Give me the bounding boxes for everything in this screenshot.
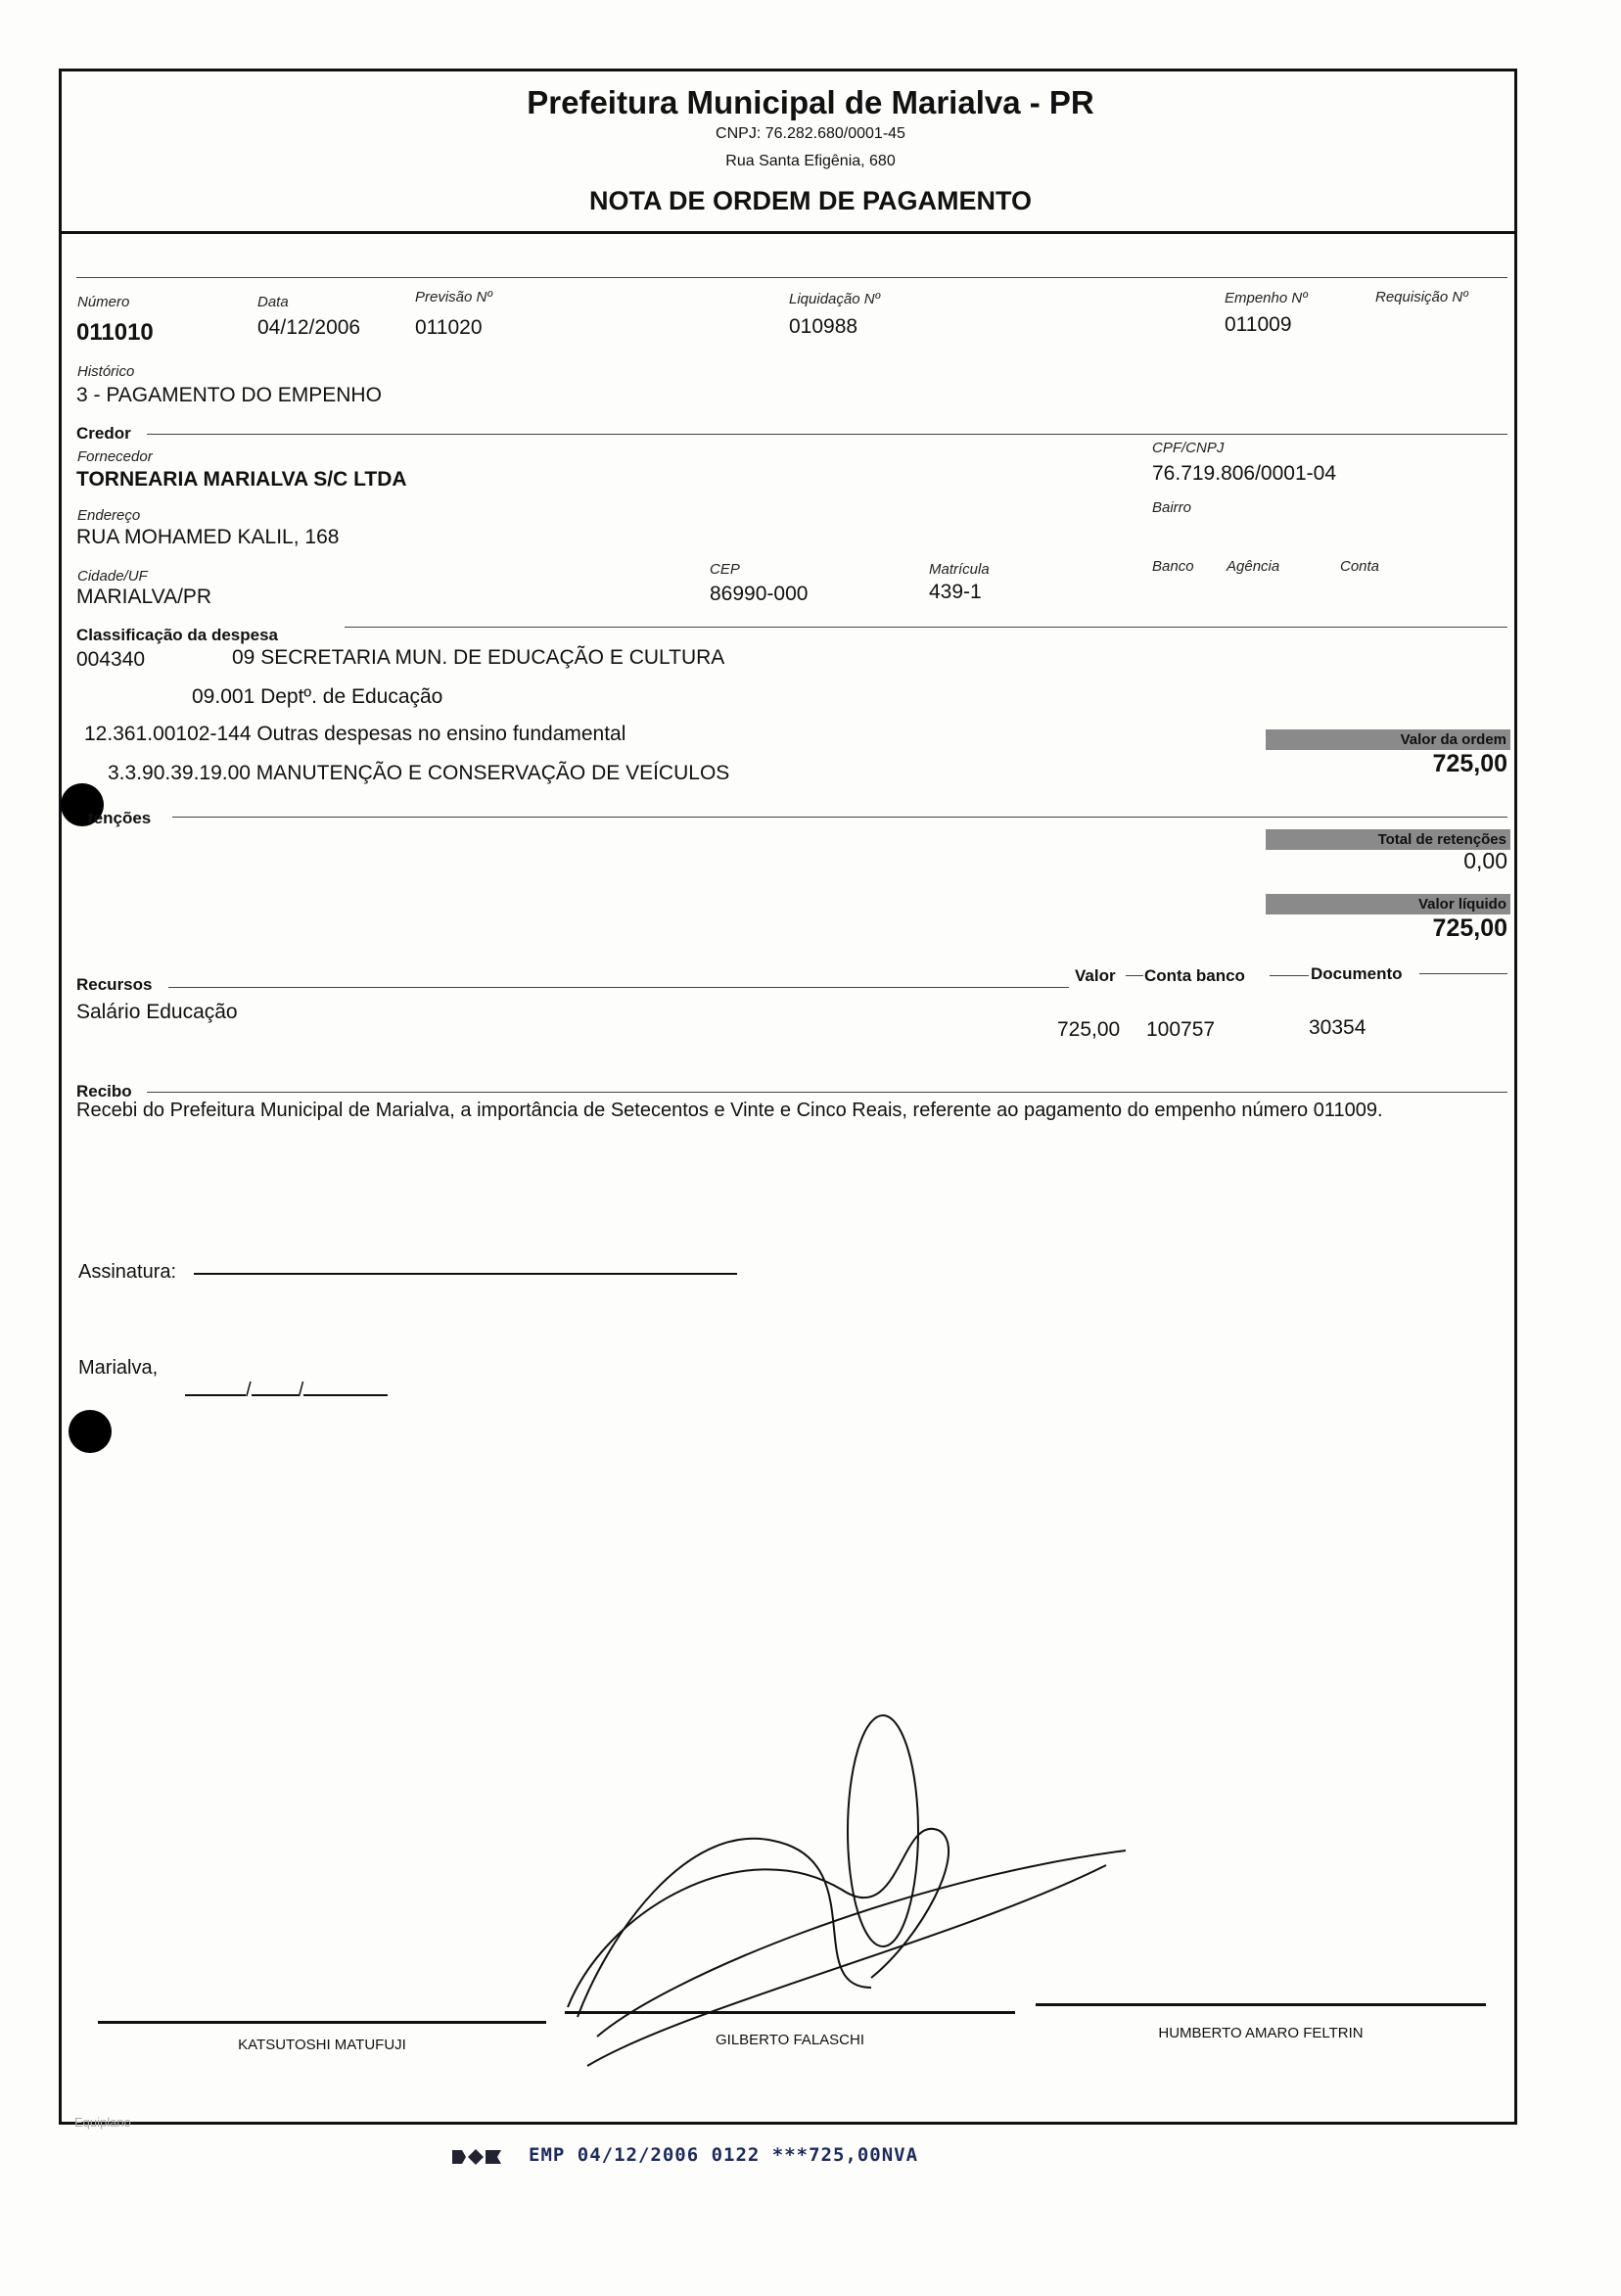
- classificacao-unidade: 09.001 Deptº. de Educação: [192, 685, 443, 708]
- payment-stamp: EMP 04/12/2006 0122 ***725,00NVA: [529, 2144, 919, 2166]
- matricula-label: Matrícula: [929, 561, 990, 578]
- recursos-documento: 30354: [1309, 1016, 1366, 1039]
- total-retencoes-value: 0,00: [1463, 848, 1507, 873]
- liquidacao-label: Liquidação Nº: [789, 291, 881, 307]
- org-cnpj: CNPJ: 76.282.680/0001-45: [716, 125, 905, 142]
- recursos-rule: [168, 987, 1069, 988]
- cep-value: 86990-000: [710, 583, 809, 605]
- cep-label: CEP: [710, 561, 740, 578]
- total-retencoes-label: Total de retenções: [1266, 829, 1510, 850]
- valor-ordem-value: 725,00: [1432, 750, 1507, 777]
- retencoes-section: tenções: [88, 809, 152, 827]
- previsao-value: 011020: [415, 316, 483, 339]
- local-label: Marialva,: [78, 1357, 159, 1379]
- classificacao-orgao: 09 SECRETARIA MUN. DE EDUCAÇÃO E CULTURA: [232, 646, 725, 669]
- recursos-conta-header: Conta banco: [1144, 966, 1245, 985]
- recursos-documento-header: Documento: [1311, 964, 1403, 983]
- footer-brand: Equiplano: [74, 2115, 131, 2130]
- cidade-value: MARIALVA/PR: [76, 586, 212, 608]
- recursos-header-rule-2: [1270, 975, 1309, 976]
- data-value: 04/12/2006: [257, 316, 361, 339]
- signature-line-2: [565, 2011, 1015, 2014]
- id-row-rule: [76, 277, 1507, 278]
- assinatura-line: [194, 1273, 737, 1275]
- liquidacao-value: 010988: [789, 315, 858, 338]
- signature-line-1: [98, 2021, 546, 2024]
- endereco-value: RUA MOHAMED KALIL, 168: [76, 526, 340, 548]
- endereco-label: Endereço: [77, 507, 141, 524]
- historico-value: 3 - PAGAMENTO DO EMPENHO: [76, 384, 382, 406]
- banco-label: Banco: [1152, 558, 1194, 575]
- numero-label: Número: [77, 294, 130, 310]
- recibo-section: Recibo: [76, 1082, 132, 1101]
- signatory-3: HUMBERTO AMARO FELTRIN: [1158, 2025, 1364, 2041]
- header-divider: [59, 231, 1517, 234]
- recursos-section: Recursos: [76, 975, 153, 994]
- numero-value: 011010: [76, 319, 154, 346]
- matricula-value: 439-1: [929, 581, 982, 603]
- credor-section: Credor: [76, 424, 131, 443]
- cpf-label: CPF/CNPJ: [1152, 440, 1225, 456]
- bairro-label: Bairro: [1152, 499, 1192, 516]
- recursos-header-rule-3: [1419, 973, 1507, 974]
- valor-liquido-label: Valor líquido: [1266, 894, 1510, 914]
- classificacao-funcional: 12.361.00102-144 Outras despesas no ensino fundamental: [84, 723, 626, 745]
- credor-rule: [147, 434, 1507, 435]
- recursos-valor: 725,00: [1057, 1018, 1121, 1041]
- recibo-rule: [147, 1092, 1507, 1093]
- data-label: Data: [257, 294, 289, 310]
- classificacao-rule: [345, 627, 1507, 628]
- recibo-text: Recebi do Prefeitura Municipal de Marialva, a importância de Setecentos e Vinte e Cinco Reais, referente ao pagamento do empenho número 011009.: [76, 1100, 1383, 1121]
- org-name: Prefeitura Municipal de Marialva - PR: [527, 84, 1094, 120]
- previsao-label: Previsão Nº: [415, 289, 492, 305]
- agencia-label: Agência: [1227, 558, 1280, 575]
- valor-ordem-label: Valor da ordem: [1266, 729, 1510, 750]
- punch-hole-bottom: [69, 1410, 112, 1453]
- recursos-conta: 100757: [1146, 1018, 1216, 1041]
- empenho-label: Empenho Nº: [1225, 290, 1308, 306]
- retencoes-rule: [172, 817, 1507, 818]
- recursos-valor-header: Valor: [1075, 966, 1116, 985]
- assinatura-label: Assinatura:: [78, 1261, 177, 1283]
- cidade-label: Cidade/UF: [77, 568, 148, 585]
- signatory-2: GILBERTO FALASCHI: [716, 2032, 864, 2048]
- classificacao-code: 004340: [76, 648, 146, 671]
- recursos-header-rule-1: [1126, 975, 1143, 976]
- empenho-value: 011009: [1225, 313, 1292, 336]
- cpf-value: 76.719.806/0001-04: [1152, 462, 1337, 485]
- stamp-logo-icon: [452, 2146, 501, 2168]
- recursos-fonte: Salário Educação: [76, 1001, 238, 1023]
- fornecedor-value: TORNEARIA MARIALVA S/C LTDA: [76, 468, 407, 491]
- org-address: Rua Santa Efigênia, 680: [725, 153, 896, 169]
- fornecedor-label: Fornecedor: [77, 448, 153, 465]
- valor-liquido-value: 725,00: [1432, 914, 1507, 942]
- conta-label: Conta: [1340, 558, 1380, 575]
- historico-label: Histórico: [77, 363, 135, 380]
- requisicao-label: Requisição Nº: [1375, 289, 1468, 305]
- signature-line-3: [1036, 2003, 1486, 2006]
- signatory-1: KATSUTOSHI MATUFUJI: [238, 2037, 406, 2053]
- date-blank: / /: [174, 1357, 388, 1402]
- classificacao-elemento: 3.3.90.39.19.00 MANUTENÇÃO E CONSERVAÇÃO DE VEÍCULOS: [108, 762, 730, 784]
- classificacao-section: Classificação da despesa: [76, 626, 279, 644]
- document-title: NOTA DE ORDEM DE PAGAMENTO: [588, 186, 1032, 215]
